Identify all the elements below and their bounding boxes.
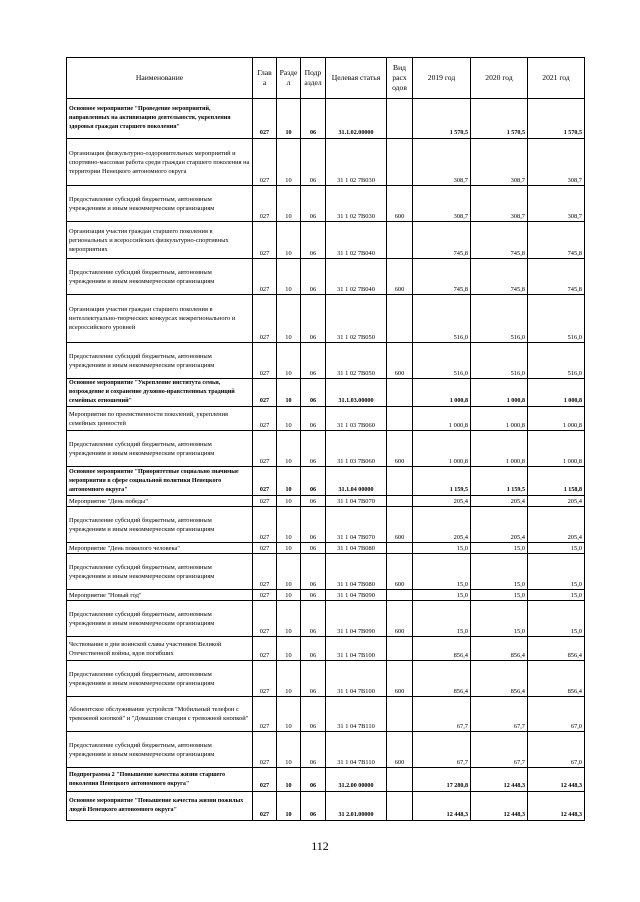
row-glava: 027 [253, 507, 277, 543]
row-value-2019: 308,7 [413, 139, 471, 186]
row-value-2021: 745,8 [528, 259, 585, 295]
row-vid: 600 [387, 601, 413, 637]
row-vid [387, 543, 413, 554]
row-value-2021: 1 158,8 [528, 467, 585, 496]
row-value-2021: 1 000,8 [528, 431, 585, 467]
row-razdel: 10 [277, 732, 301, 768]
table-row [67, 507, 585, 543]
col-header-2019: 2019 год [413, 58, 471, 99]
row-statya: 31 1 04 7В110 [326, 732, 387, 768]
table-header-row [67, 58, 585, 99]
row-statya: 31.1.03.00000 [326, 379, 387, 407]
row-value-2020: 15,0 [471, 554, 528, 590]
row-statya: 31 1 04 7В090 [326, 601, 387, 637]
row-value-2019: 745,8 [413, 259, 471, 295]
table-row [67, 601, 585, 637]
row-vid: 600 [387, 554, 413, 590]
row-glava: 027 [253, 732, 277, 768]
row-glava: 027 [253, 792, 277, 821]
row-razdel: 10 [277, 507, 301, 543]
row-podrazdel: 06 [301, 222, 326, 259]
table-row [67, 554, 585, 590]
row-podrazdel: 06 [301, 496, 326, 507]
row-vid: 600 [387, 259, 413, 295]
row-razdel: 10 [277, 601, 301, 637]
row-value-2019: 1 000,8 [413, 407, 471, 431]
row-glava: 027 [253, 139, 277, 186]
row-podrazdel: 06 [301, 259, 326, 295]
row-podrazdel: 06 [301, 661, 326, 697]
row-value-2019: 745,8 [413, 222, 471, 259]
row-glava: 027 [253, 407, 277, 431]
row-value-2020: 308,7 [471, 139, 528, 186]
row-glava: 027 [253, 554, 277, 590]
table-body [67, 99, 585, 821]
row-value-2020: 516,0 [471, 343, 528, 379]
row-statya: 31 1 02 7В030 [326, 139, 387, 186]
row-value-2019: 205,4 [413, 507, 471, 543]
row-razdel: 10 [277, 768, 301, 792]
row-value-2020: 745,8 [471, 259, 528, 295]
row-value-2021: 15,0 [528, 601, 585, 637]
table-row [67, 637, 585, 661]
row-glava: 027 [253, 661, 277, 697]
row-statya: 31 1 02 7В040 [326, 259, 387, 295]
row-glava: 027 [253, 295, 277, 343]
table-row [67, 768, 585, 792]
row-vid [387, 590, 413, 601]
table-row [67, 543, 585, 554]
table-row [67, 295, 585, 343]
row-statya: 31 1 04 7В070 [326, 507, 387, 543]
table-row [67, 186, 585, 222]
row-name: Основное мероприятие "Приоритетные социально значимые мероприятия в сфере социальной политики Ненецкого автономного округа" [67, 467, 253, 496]
row-razdel: 10 [277, 661, 301, 697]
row-value-2019: 516,0 [413, 295, 471, 343]
row-vid: 600 [387, 507, 413, 543]
col-header-vid: Вид расх одов [387, 58, 413, 99]
row-name: Организация физкультурно-оздоровительных мероприятий и спортивно-массовая работа среди граждан старшего поколения на территории Ненецкого автономного округа [67, 139, 253, 186]
row-name: Предоставление субсидий бюджетным, автономным учреждениям и иным некоммерческим организациям [67, 507, 253, 543]
row-value-2020: 12 448,3 [471, 792, 528, 821]
table-row [67, 792, 585, 821]
row-name: Мероприятие "День победы" [67, 496, 253, 507]
row-podrazdel: 06 [301, 507, 326, 543]
row-razdel: 10 [277, 343, 301, 379]
row-value-2021: 516,0 [528, 295, 585, 343]
table-row [67, 661, 585, 697]
row-value-2021: 205,4 [528, 507, 585, 543]
table-row [67, 732, 585, 768]
row-value-2020: 15,0 [471, 590, 528, 601]
col-header-glava: Глав а [253, 58, 277, 99]
row-vid [387, 222, 413, 259]
row-name: Основное мероприятие "Проведение мероприятий, направленных на активизацию деятельности, укрепления здоровья граждан старшего поколения" [67, 99, 253, 139]
table-row [67, 496, 585, 507]
row-podrazdel: 06 [301, 601, 326, 637]
row-podrazdel: 06 [301, 139, 326, 186]
table-row [67, 697, 585, 732]
row-statya: 31 1 03 7В060 [326, 407, 387, 431]
row-vid: 600 [387, 343, 413, 379]
row-value-2021: 1 570,5 [528, 99, 585, 139]
row-podrazdel: 06 [301, 343, 326, 379]
row-value-2020: 205,4 [471, 496, 528, 507]
row-vid [387, 697, 413, 732]
row-glava: 027 [253, 186, 277, 222]
row-value-2019: 516,0 [413, 343, 471, 379]
row-value-2021: 15,0 [528, 543, 585, 554]
row-vid [387, 407, 413, 431]
row-razdel: 10 [277, 295, 301, 343]
row-razdel: 10 [277, 139, 301, 186]
row-name: Предоставление субсидий бюджетным, автономным учреждениям и иным некоммерческим организациям [67, 554, 253, 590]
row-statya: 31 1 03 7В060 [326, 431, 387, 467]
row-value-2019: 17 280,8 [413, 768, 471, 792]
row-value-2020: 308,7 [471, 186, 528, 222]
row-razdel: 10 [277, 99, 301, 139]
row-name: Мероприятие "День пожилого человека" [67, 543, 253, 554]
row-value-2019: 856,4 [413, 661, 471, 697]
table-row [67, 407, 585, 431]
row-name: Абонентское обслуживание устройств "Мобильный телефон с тревожной кнопкой" и "Домашняя станция с тревожной кнопкой" [67, 697, 253, 732]
row-name: Подпрограмма 2 "Повышение качества жизни старшего поколения Ненецкого автономного округа" [67, 768, 253, 792]
row-vid: 600 [387, 732, 413, 768]
row-vid [387, 637, 413, 661]
table-row [67, 139, 585, 186]
row-glava: 027 [253, 222, 277, 259]
row-name: Чествование в дни воинской славы участников Великой Отечественной войны, вдов погибших [67, 637, 253, 661]
row-value-2021: 15,0 [528, 590, 585, 601]
row-value-2019: 15,0 [413, 554, 471, 590]
row-value-2021: 856,4 [528, 637, 585, 661]
row-value-2020: 1 159,5 [471, 467, 528, 496]
row-razdel: 10 [277, 222, 301, 259]
row-vid [387, 139, 413, 186]
page-number: 112 [311, 839, 329, 853]
row-name: Мероприятие "Новый год" [67, 590, 253, 601]
budget-document [66, 57, 584, 821]
row-razdel: 10 [277, 259, 301, 295]
row-podrazdel: 06 [301, 792, 326, 821]
row-razdel: 10 [277, 590, 301, 601]
row-razdel: 10 [277, 792, 301, 821]
row-podrazdel: 06 [301, 637, 326, 661]
row-name: Предоставление субсидий бюджетным, автономным учреждениям и иным некоммерческим организациям [67, 601, 253, 637]
table-row [67, 222, 585, 259]
col-header-2020: 2020 год [471, 58, 528, 99]
row-vid [387, 99, 413, 139]
row-value-2020: 67,7 [471, 697, 528, 732]
row-statya: 31 1 04 7В090 [326, 590, 387, 601]
row-value-2019: 67,7 [413, 732, 471, 768]
row-glava: 027 [253, 768, 277, 792]
row-statya: 31 1 04 7В100 [326, 661, 387, 697]
row-razdel: 10 [277, 637, 301, 661]
table-row [67, 467, 585, 496]
row-razdel: 10 [277, 467, 301, 496]
row-vid: 600 [387, 661, 413, 697]
table-row [67, 590, 585, 601]
row-podrazdel: 06 [301, 379, 326, 407]
row-value-2021: 1 000,8 [528, 379, 585, 407]
row-name: Предоставление субсидий бюджетным, автономным учреждениям и иным некоммерческим организациям [67, 186, 253, 222]
row-glava: 027 [253, 99, 277, 139]
row-name: Основное мероприятие "Повышение качества жизни пожилых людей Ненецкого автономного округа" [67, 792, 253, 821]
row-value-2019: 1 000,8 [413, 379, 471, 407]
row-name: Мероприятия по преемственности поколений, укрепления семейных ценностей [67, 407, 253, 431]
row-podrazdel: 06 [301, 407, 326, 431]
row-name: Предоставление субсидий бюджетным, автономным учреждениям и иным некоммерческим организациям [67, 431, 253, 467]
col-header-name: Наименование [67, 58, 253, 99]
row-podrazdel: 06 [301, 697, 326, 732]
col-header-razdel: Разде л [277, 58, 301, 99]
row-podrazdel: 06 [301, 590, 326, 601]
row-razdel: 10 [277, 554, 301, 590]
row-razdel: 10 [277, 379, 301, 407]
row-value-2021: 12 448,3 [528, 768, 585, 792]
row-vid [387, 496, 413, 507]
row-razdel: 10 [277, 407, 301, 431]
budget-table [66, 57, 585, 821]
row-vid [387, 768, 413, 792]
row-razdel: 10 [277, 543, 301, 554]
row-statya: 31.2.00 00000 [326, 768, 387, 792]
row-razdel: 10 [277, 431, 301, 467]
col-header-podrazdel: Подр аздел [301, 58, 326, 99]
row-name: Основное мероприятие "Укрепление института семьи, возрождение и сохранение духовно-нравственных традиций семейных отношений" [67, 379, 253, 407]
table-row [67, 431, 585, 467]
row-value-2021: 12 448,3 [528, 792, 585, 821]
row-value-2021: 205,4 [528, 496, 585, 507]
row-statya: 31 1 04 7В080 [326, 554, 387, 590]
row-vid [387, 295, 413, 343]
row-podrazdel: 06 [301, 768, 326, 792]
row-name: Предоставление субсидий бюджетным, автономным учреждениям и иным некоммерческим организациям [67, 343, 253, 379]
row-value-2020: 745,8 [471, 222, 528, 259]
row-name: Предоставление субсидий бюджетным, автономным учреждениям и иным некоммерческим организациям [67, 259, 253, 295]
row-value-2020: 516,0 [471, 295, 528, 343]
row-vid [387, 379, 413, 407]
row-glava: 027 [253, 259, 277, 295]
row-value-2020: 67,7 [471, 732, 528, 768]
row-glava: 027 [253, 467, 277, 496]
row-vid: 600 [387, 431, 413, 467]
row-value-2019: 856,4 [413, 637, 471, 661]
table-row [67, 379, 585, 407]
row-glava: 027 [253, 496, 277, 507]
table-row [67, 343, 585, 379]
row-value-2019: 308,7 [413, 186, 471, 222]
row-name: Предоставление субсидий бюджетным, автономным учреждениям и иным некоммерческим организациям [67, 661, 253, 697]
row-value-2019: 1 000,8 [413, 431, 471, 467]
row-podrazdel: 06 [301, 431, 326, 467]
row-statya: 31.1.04 00000 [326, 467, 387, 496]
row-name: Организация участия граждан старшего поколения в интеллектуально-творческих конкурсах межрегионального и всероссийского уровней [67, 295, 253, 343]
row-statya: 31 1 04 7В100 [326, 637, 387, 661]
row-value-2019: 1 159,5 [413, 467, 471, 496]
row-statya: 31 1 02 7В030 [326, 186, 387, 222]
row-statya: 31 1 02 7В040 [326, 222, 387, 259]
row-value-2021: 308,7 [528, 139, 585, 186]
row-statya: 31 1 02 7В050 [326, 343, 387, 379]
row-value-2020: 12 448,3 [471, 768, 528, 792]
row-statya: 31 1 04 7В070 [326, 496, 387, 507]
row-glava: 027 [253, 697, 277, 732]
row-value-2019: 205,4 [413, 496, 471, 507]
row-statya: 31 2.01.00000 [326, 792, 387, 821]
row-value-2021: 308,7 [528, 186, 585, 222]
row-vid: 600 [387, 186, 413, 222]
row-value-2021: 856,4 [528, 661, 585, 697]
row-statya: 31.1.02.00000 [326, 99, 387, 139]
table-row [67, 259, 585, 295]
row-value-2021: 516,0 [528, 343, 585, 379]
row-value-2019: 15,0 [413, 590, 471, 601]
row-razdel: 10 [277, 697, 301, 732]
row-value-2020: 15,0 [471, 543, 528, 554]
row-vid [387, 792, 413, 821]
row-glava: 027 [253, 601, 277, 637]
row-value-2021: 67,0 [528, 697, 585, 732]
row-statya: 31 1 04 7В110 [326, 697, 387, 732]
row-value-2020: 1 570,5 [471, 99, 528, 139]
row-statya: 31 1 02 7В050 [326, 295, 387, 343]
row-glava: 027 [253, 431, 277, 467]
row-value-2019: 12 448,3 [413, 792, 471, 821]
row-glava: 027 [253, 637, 277, 661]
row-value-2021: 15,0 [528, 554, 585, 590]
row-value-2021: 1 000,8 [528, 407, 585, 431]
row-value-2019: 67,7 [413, 697, 471, 732]
table-row [67, 99, 585, 139]
row-razdel: 10 [277, 186, 301, 222]
col-header-2021: 2021 год [528, 58, 585, 99]
row-name: Предоставление субсидий бюджетным, автономным учреждениям и иным некоммерческим организациям [67, 732, 253, 768]
row-glava: 027 [253, 343, 277, 379]
row-podrazdel: 06 [301, 295, 326, 343]
row-name: Организация участия граждан старшего поколения в региональных и всероссийских физкультурно-спортивных мероприятиях [67, 222, 253, 259]
row-podrazdel: 06 [301, 99, 326, 139]
row-glava: 027 [253, 590, 277, 601]
row-value-2019: 15,0 [413, 601, 471, 637]
row-podrazdel: 06 [301, 467, 326, 496]
row-glava: 027 [253, 543, 277, 554]
row-value-2021: 745,8 [528, 222, 585, 259]
row-value-2020: 1 000,8 [471, 407, 528, 431]
row-value-2019: 15,0 [413, 543, 471, 554]
row-value-2021: 67,0 [528, 732, 585, 768]
row-value-2020: 15,0 [471, 601, 528, 637]
row-value-2020: 856,4 [471, 661, 528, 697]
row-value-2019: 1 570,5 [413, 99, 471, 139]
row-glava: 027 [253, 379, 277, 407]
row-podrazdel: 06 [301, 732, 326, 768]
row-podrazdel: 06 [301, 543, 326, 554]
row-podrazdel: 06 [301, 554, 326, 590]
row-razdel: 10 [277, 496, 301, 507]
row-statya: 31 1 04 7В080 [326, 543, 387, 554]
row-vid [387, 467, 413, 496]
row-value-2020: 1 000,8 [471, 431, 528, 467]
row-value-2020: 856,4 [471, 637, 528, 661]
row-podrazdel: 06 [301, 186, 326, 222]
row-value-2020: 1 000,8 [471, 379, 528, 407]
row-value-2020: 205,4 [471, 507, 528, 543]
col-header-statya: Целевая статья [326, 58, 387, 99]
